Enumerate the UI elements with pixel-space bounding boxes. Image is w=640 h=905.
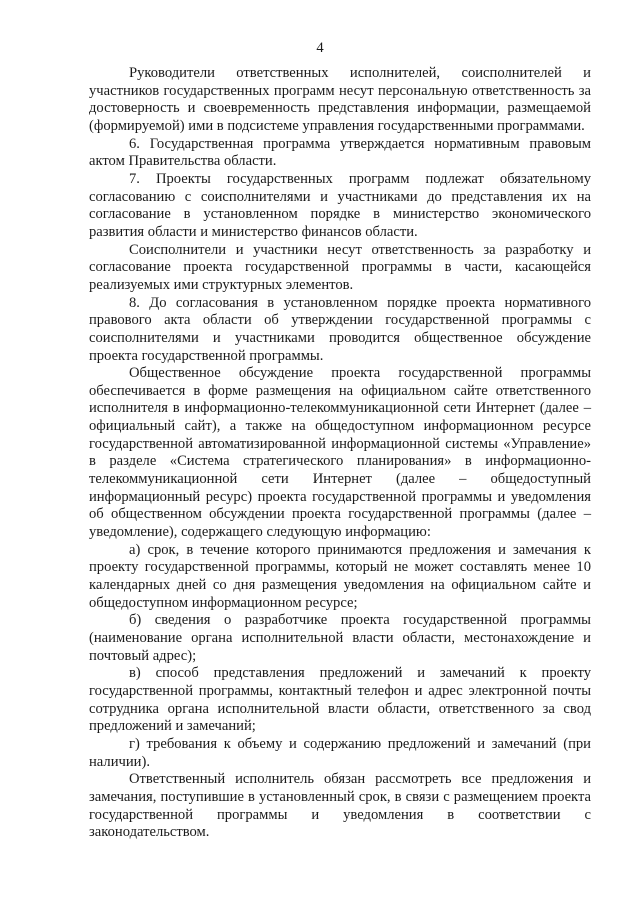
paragraph-8-public-discussion: 8. До согласования в установленном порядке проекта нормативного правового акта области об утверждении государственной программы с соисполнителями и участниками проводится общественное обсуждение проекта государственной программы.: [89, 294, 591, 364]
paragraph-responsibility-heads: Руководители ответственных исполнителей, соисполнителей и участников государственных программ несут персональную ответственность за достоверность и своевременность представления информации, размещаемой (формируемой) ими в подсистеме управления государственными программами.: [89, 65, 591, 134]
list-item-a-deadline: а) срок, в течение которого принимаются предложения и замечания к проекту государственной программы, который не может составлять менее 10 календарных дней со дня размещения уведомления на официальном сайте и общедоступном информационном ресурсе;: [89, 541, 591, 611]
paragraph-public-discussion-form: Общественное обсуждение проекта государственной программы обеспечивается в форме размещения на официальном сайте ответственного исполнителя в информационно-телекоммуникационной сети Интернет (далее – официальный сайт), а также на общедоступном информационном ресурсе государственной автоматизированной информационной системы «Управление» в разделе «Система стратегического планирования» в информационно-телекоммуникационной сети Интернет (далее – общедоступный информационный ресурс) проекта государственной программы и уведомления об общественном обсуждении проекта государственной программы (далее – уведомление), содержащего следующую информацию:: [89, 365, 591, 541]
paragraph-coexecutors-responsibility: Соисполнители и участники несут ответственность за разработку и согласование проекта государственной программы в части, касающейся реализуемых ими структурных элементов.: [89, 241, 591, 293]
list-item-b-developer-info: б) сведения о разработчике проекта государственной программы (наименование органа исполнительной власти области, местонахождение и почтовый адрес);: [89, 612, 591, 664]
paragraph-executor-obligation: Ответственный исполнитель обязан рассмотреть все предложения и замечания, поступившие в установленный срок, в связи с размещением проекта государственной программы и уведомления в соответствии с законодательством.: [89, 771, 591, 841]
list-item-c-submission-method: в) способ представления предложений и замечаний к проекту государственной программы, контактный телефон и адрес электронной почты сотрудника органа исполнительной власти области, ответственного за свод предложений и замечаний;: [89, 665, 591, 735]
paragraph-7-projects-agreement: 7. Проекты государственных программ подлежат обязательному согласованию с соисполнителями и участниками до представления их на согласование в установленном порядке в министерство экономического развития области и министерство финансов области.: [89, 170, 591, 240]
list-item-d-requirements: г) требования к объему и содержанию предложений и замечаний (при наличии).: [89, 735, 591, 770]
paragraph-6-approval: 6. Государственная программа утверждается нормативным правовым актом Правительства области.: [89, 135, 591, 170]
page-number: 4: [316, 40, 324, 56]
document-body: [89, 65, 591, 842]
